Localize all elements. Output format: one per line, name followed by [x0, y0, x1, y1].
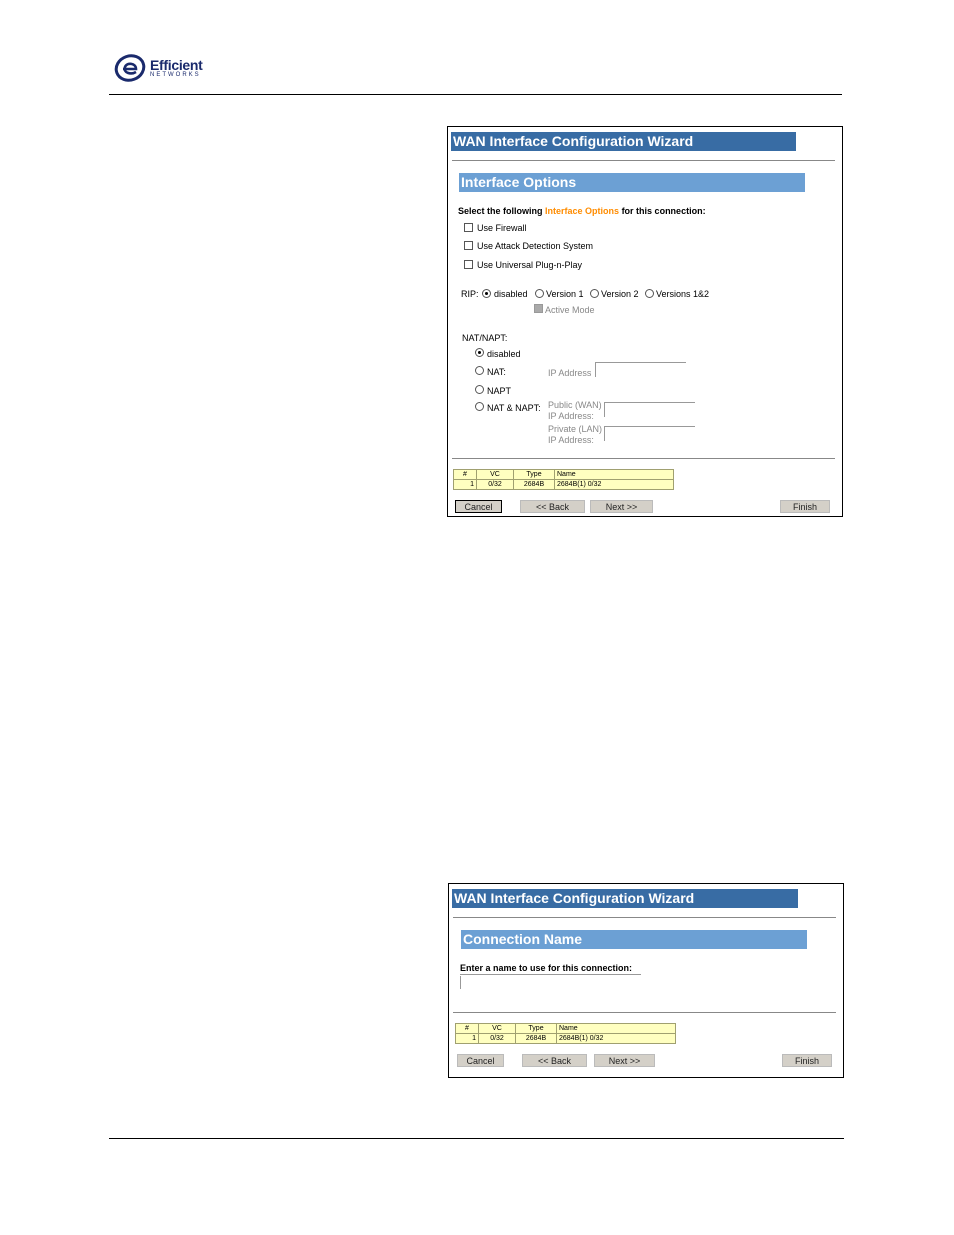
next-button[interactable]: Next >> [590, 500, 653, 513]
finish-button[interactable]: Finish [782, 1054, 832, 1067]
cell-number: 1 [456, 1034, 479, 1044]
connection-name-prompt: Enter a name to use for this connection: [460, 963, 633, 973]
nat-and-napt-radio[interactable] [475, 402, 484, 411]
interface-options-link: Interface Options [545, 206, 620, 216]
use-firewall-checkbox[interactable] [464, 223, 473, 232]
rip-label: RIP: [461, 289, 479, 299]
napt-label: NAPT [487, 386, 512, 396]
col-header-number: # [454, 470, 477, 480]
nat-ip-address-label: IP Address [548, 368, 592, 378]
connection-name-panel [448, 883, 844, 1078]
active-mode-checkbox[interactable] [534, 304, 543, 313]
bottom-separator [453, 1012, 836, 1013]
nat-disabled-label: disabled [487, 349, 521, 359]
back-button[interactable]: << Back [522, 1054, 587, 1067]
cell-vc: 0/32 [477, 480, 514, 490]
bottom-separator [452, 458, 835, 459]
next-button[interactable]: Next >> [594, 1054, 655, 1067]
wizard-title: WAN Interface Configuration Wizard [452, 889, 798, 908]
nat-radio[interactable] [475, 366, 484, 375]
rip-version2-radio[interactable] [590, 289, 599, 298]
title-separator [452, 160, 835, 161]
col-header-number: # [456, 1024, 479, 1034]
table-header-row [456, 1024, 676, 1034]
rip-disabled-radio[interactable] [482, 289, 491, 298]
logo-wordmark: Efficient [150, 57, 203, 73]
rip-versions12-label: Versions 1&2 [656, 289, 710, 299]
footer-rule [109, 1138, 844, 1139]
nat-and-napt-label: NAT & NAPT: [487, 403, 541, 413]
table-header-row [454, 470, 674, 480]
vc-table [455, 1023, 676, 1044]
nat-disabled-radio[interactable] [475, 348, 484, 357]
col-header-vc: VC [479, 1024, 516, 1034]
cell-name: 2684B(1) 0/32 [557, 1034, 676, 1044]
use-upnp-label: Use Universal Plug-n-Play [477, 260, 583, 270]
cancel-button[interactable]: Cancel [455, 500, 502, 513]
rip-disabled-label: disabled [494, 289, 528, 299]
section-title: Interface Options [459, 173, 805, 192]
table-row[interactable] [456, 1034, 676, 1044]
col-header-name: Name [557, 1024, 676, 1034]
private-lan-label: Private (LAN) [548, 424, 603, 434]
interface-options-panel [447, 126, 843, 517]
col-header-type: Type [516, 1024, 557, 1034]
table-row[interactable] [454, 480, 674, 490]
efficient-e-icon [114, 52, 148, 82]
rip-version1-radio[interactable] [535, 289, 544, 298]
rip-versions12-radio[interactable] [645, 289, 654, 298]
cell-number: 1 [454, 480, 477, 490]
nat-label: NAT: [487, 367, 506, 377]
header-rule [109, 94, 842, 95]
rip-version1-label: Version 1 [546, 289, 584, 299]
cell-name: 2684B(1) 0/32 [555, 480, 674, 490]
rip-version2-label: Version 2 [601, 289, 639, 299]
vc-table [453, 469, 674, 490]
col-header-vc: VC [477, 470, 514, 480]
public-ip-address-input[interactable] [604, 402, 695, 417]
title-separator [453, 917, 836, 918]
private-ip-address-label: IP Address: [548, 435, 594, 445]
private-ip-address-input[interactable] [604, 426, 695, 441]
public-ip-address-label: IP Address: [548, 411, 594, 421]
public-wan-label: Public (WAN) [548, 400, 602, 410]
napt-radio[interactable] [475, 385, 484, 394]
use-attack-detection-label: Use Attack Detection System [477, 241, 594, 251]
section-title: Connection Name [461, 930, 807, 949]
cell-type: 2684B [516, 1034, 557, 1044]
col-header-type: Type [514, 470, 555, 480]
prompt-underline [460, 974, 641, 975]
cell-vc: 0/32 [479, 1034, 516, 1044]
connection-name-input[interactable] [460, 976, 641, 989]
cell-type: 2684B [514, 480, 555, 490]
finish-button[interactable]: Finish [780, 500, 830, 513]
col-header-name: Name [555, 470, 674, 480]
nat-ip-address-input[interactable] [595, 362, 686, 377]
cancel-button[interactable]: Cancel [457, 1054, 504, 1067]
use-firewall-label: Use Firewall [477, 223, 527, 233]
use-upnp-checkbox[interactable] [464, 260, 473, 269]
nat-napt-label: NAT/NAPT: [462, 333, 508, 343]
use-attack-detection-checkbox[interactable] [464, 241, 473, 250]
wizard-title: WAN Interface Configuration Wizard [451, 132, 796, 151]
logo-subtitle: NETWORKS [150, 72, 201, 78]
back-button[interactable]: << Back [520, 500, 585, 513]
options-prompt: Select the following Interface Options for this connection: [458, 206, 706, 216]
active-mode-label: Active Mode [545, 305, 595, 315]
